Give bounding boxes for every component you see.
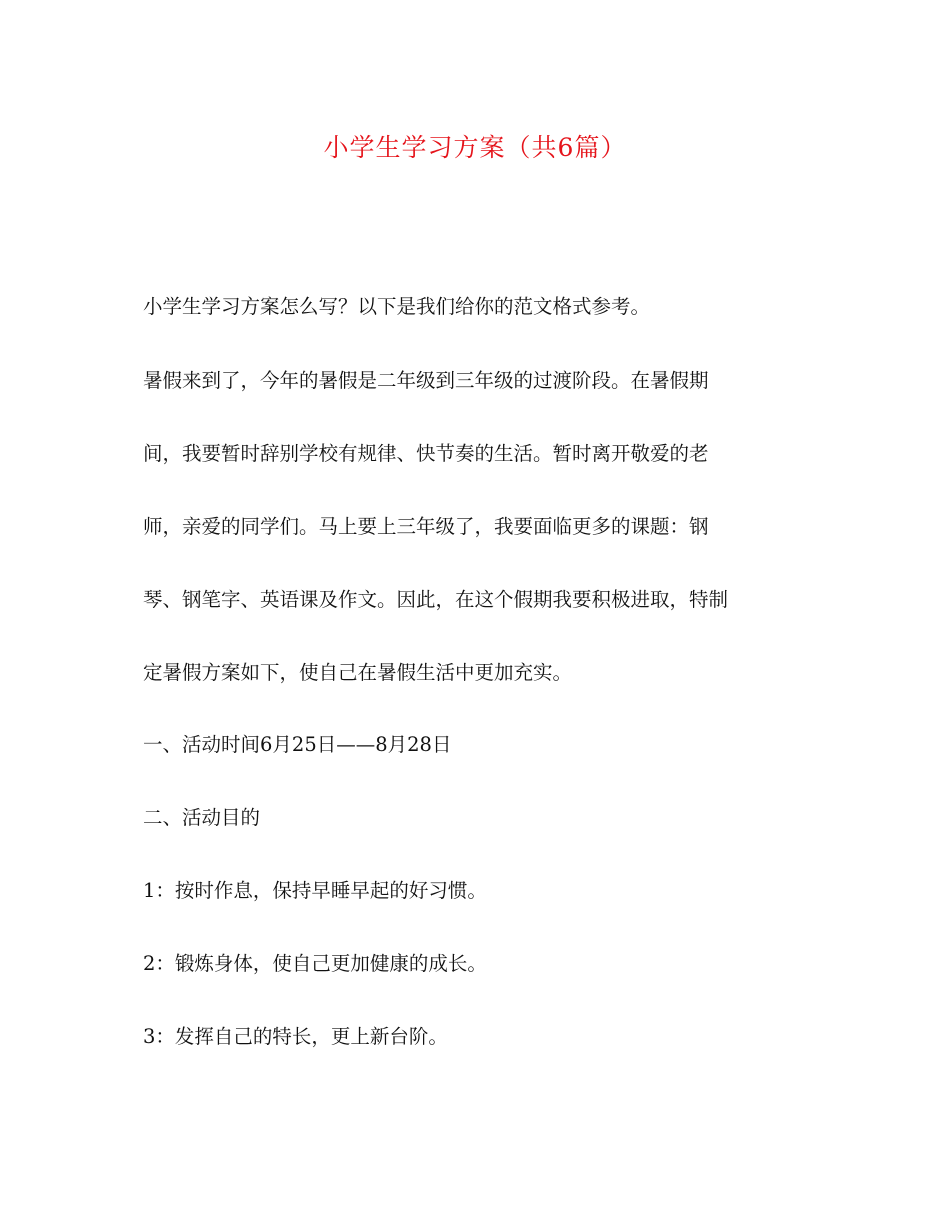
section-activity-purpose: 二、活动目的 bbox=[143, 806, 261, 829]
paragraph-line: 琴、钢笔字、英语课及作文。因此，在这个假期我要积极进取，特制 bbox=[143, 588, 729, 611]
paragraph bbox=[143, 361, 808, 726]
paragraph-line: 暑假来到了，今年的暑假是二年级到三年级的过渡阶段。在暑假期 bbox=[143, 369, 709, 392]
goal-item: 1：按时作息，保持早睡早起的好习惯。 bbox=[143, 879, 487, 902]
paragraph-line: 间，我要暂时辞别学校有规律、快节奏的生活。暂时离开敬爱的老 bbox=[143, 442, 709, 465]
goal-item: 2：锻炼身体，使自己更加健康的成长。 bbox=[143, 952, 487, 975]
paragraph-line: 定暑假方案如下，使自己在暑假生活中更加充实。 bbox=[143, 661, 573, 684]
goal-item: 3：发挥自己的特长，更上新台阶。 bbox=[143, 1025, 448, 1048]
paragraph-line: 师，亲爱的同学们。马上要上三年级了，我要面临更多的课题：钢 bbox=[143, 515, 709, 538]
intro-text: 小学生学习方案怎么写？以下是我们给你的范文格式参考。 bbox=[143, 295, 651, 318]
document-title: 小学生学习方案（共6篇） bbox=[323, 133, 627, 162]
section-activity-time: 一、活动时间6月25日——8月28日 bbox=[143, 733, 452, 756]
